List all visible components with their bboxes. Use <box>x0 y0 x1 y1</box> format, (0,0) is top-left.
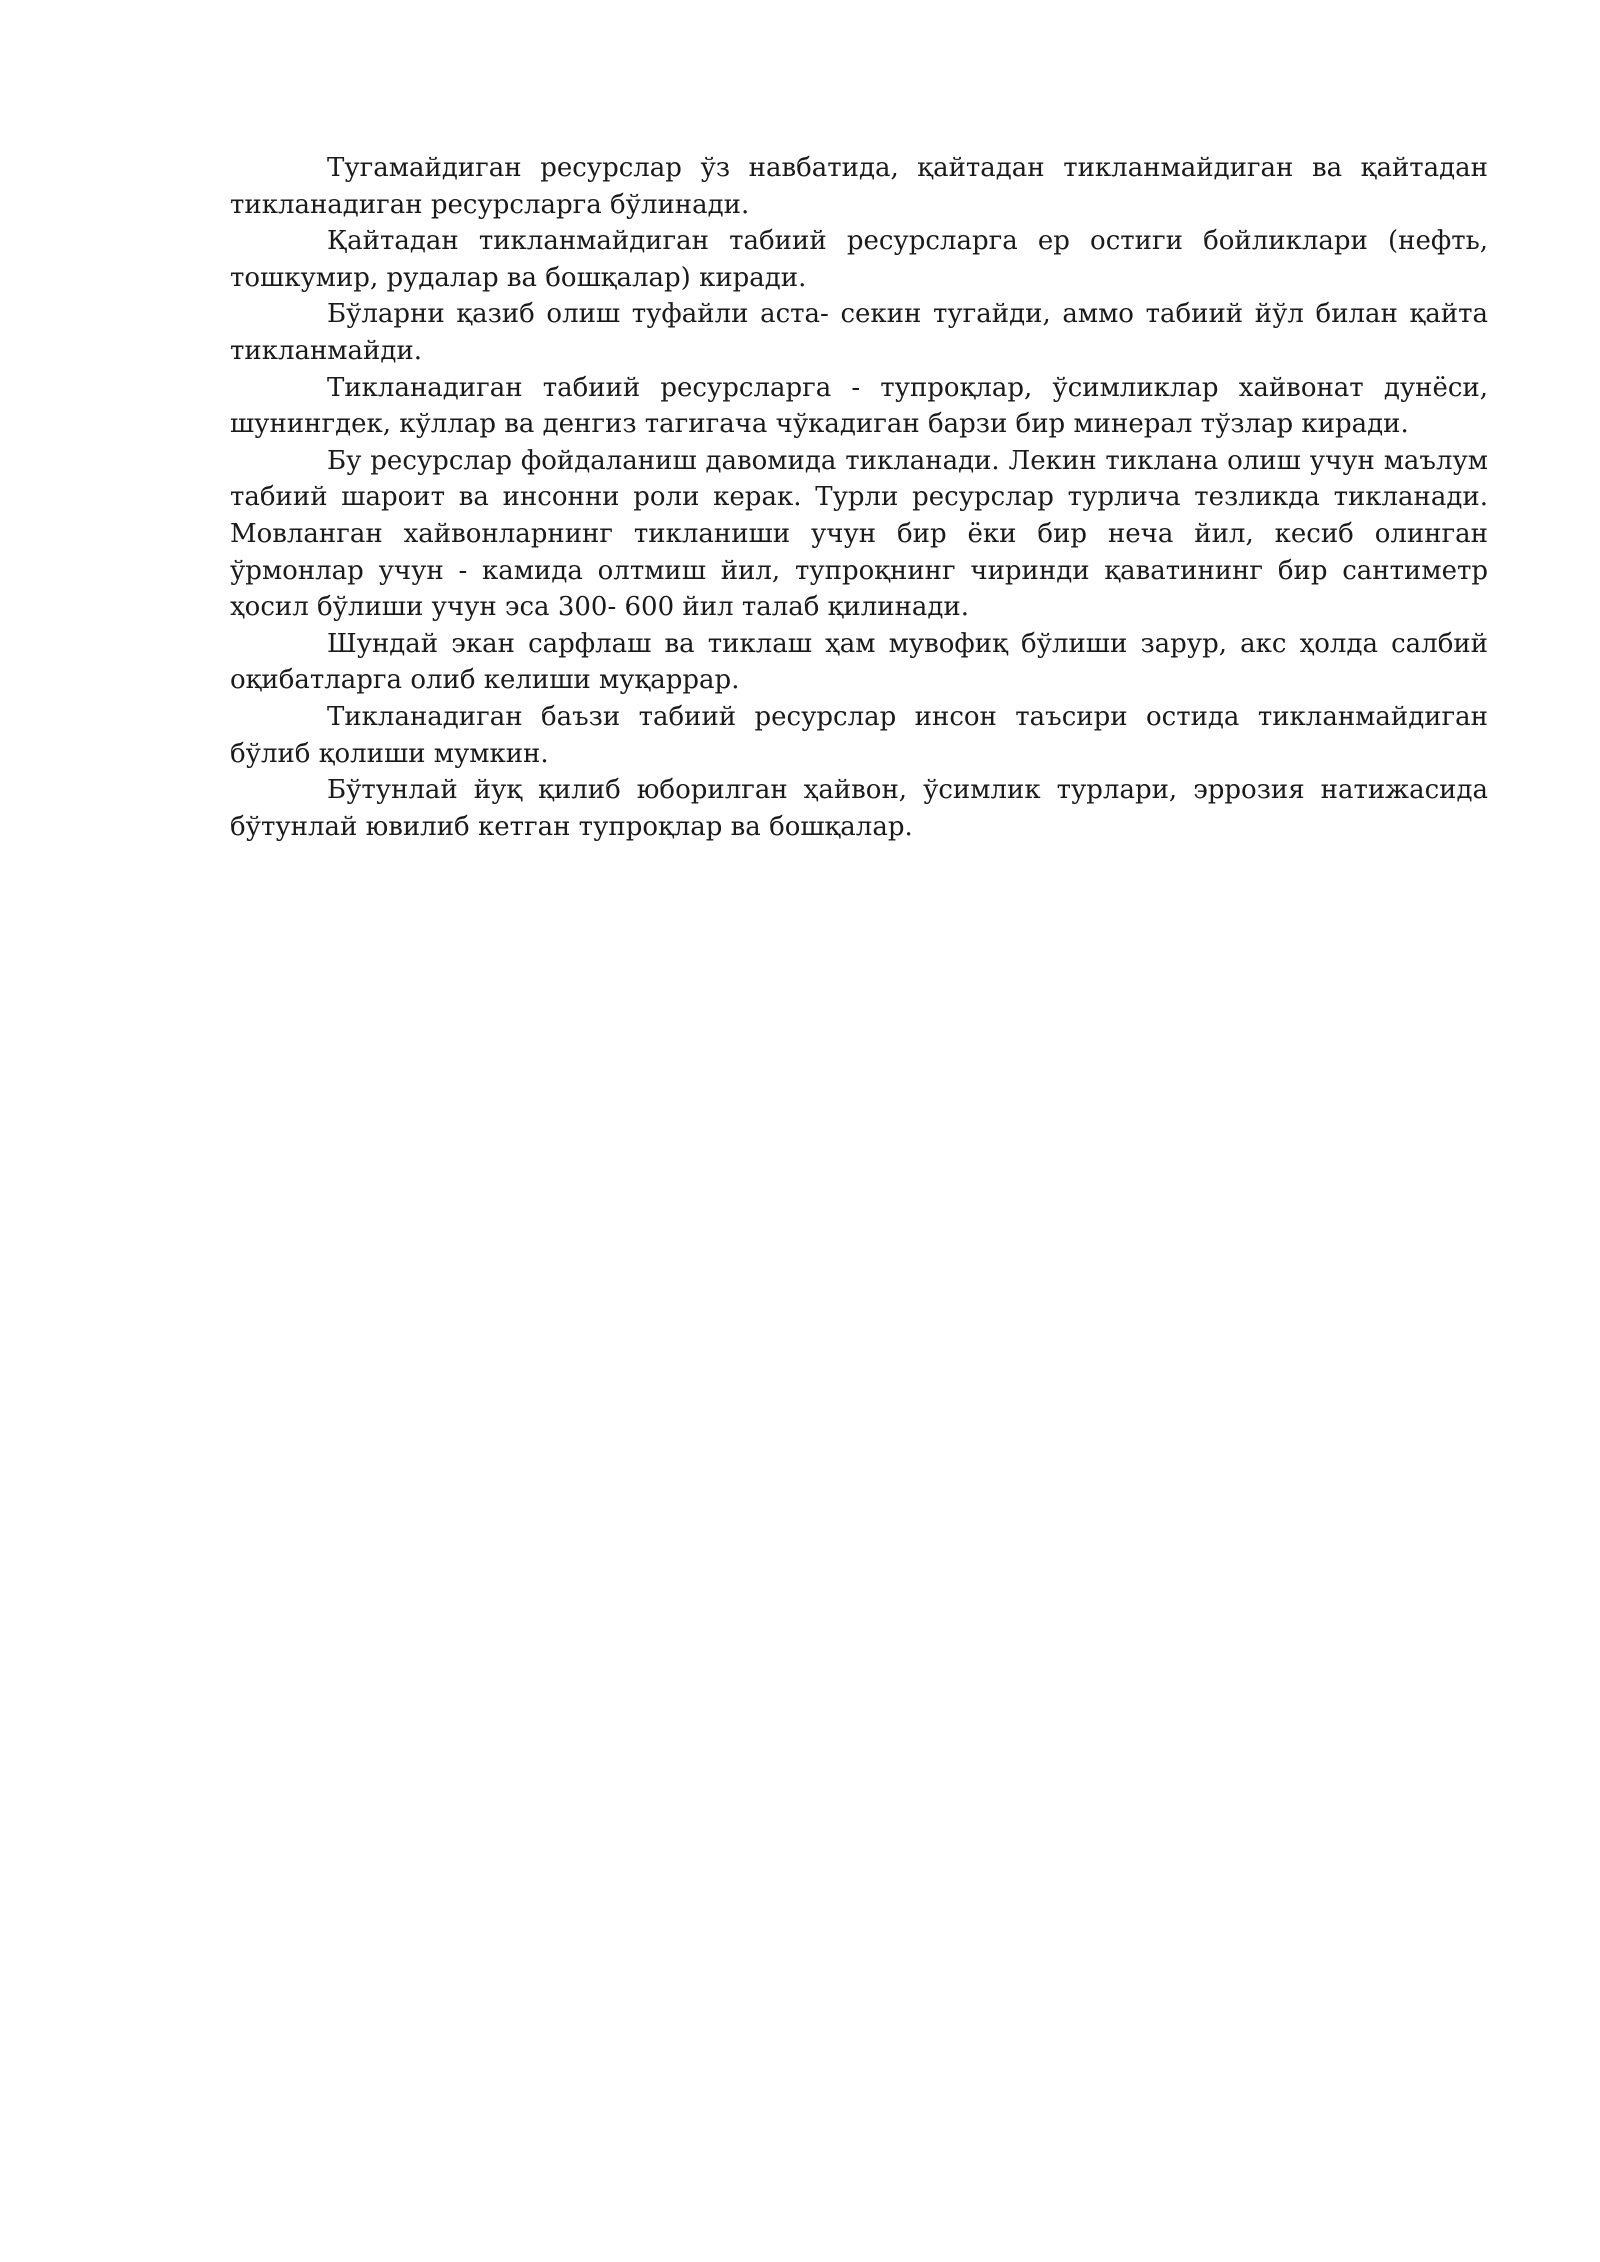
paragraph: Қайтадан тикланмайдиган табиий ресурсларга ер остиги бойликлари (нефть, тошкумир, рудалар ва бошқалар) киради. <box>230 226 1488 293</box>
paragraph: Тугамайдиган ресурслар ўз навбатида, қайтадан тикланмайдиган ва қайтадан тикланадиган ресурсларга бўлинади. <box>230 153 1488 220</box>
paragraph: Тикланадиган табиий ресурсларга - тупроқлар, ўсимликлар хайвонат дунёси, шунингдек, кўллар ва денгиз тагигача чўкадиган барзи бир минерал тўзлар киради. <box>230 372 1488 440</box>
paragraph: Шундай экан сарфлаш ва тиклаш ҳам мувофиқ бўлиши зарур, акс ҳолда салбий оқибатларга олиб келиши муқаррар. <box>230 628 1488 696</box>
paragraph: Бўларни қазиб олиш туфайли аста- секин тугайди, аммо табиий йўл билан қайта тикланмайди. <box>230 299 1488 366</box>
paragraph: Бўтунлай йуқ қилиб юборилган ҳайвон, ўсимлик турлари, эррозия натижасида бўтунлай ювилиб кетган тупроқлар ва бошқалар. <box>230 775 1488 842</box>
paragraph: Бу ресурслар фойдаланиш давомида тикланади. Лекин тиклана олиш учун маълум табиий шароит ва инсонни роли керак. Турли ресурслар турлича тезликда тикланади. Мовланган хайвонларнинг тикланиши учун бир ёки бир неча йил, кесиб олинган ўрмонлар учун - камида олтмиш йил, тупроқнинг чиринди қаватининг бир сантиметр ҳосил бўлиши учун эса 300- 600 йил талаб қилинади. <box>230 445 1488 623</box>
document-body <box>230 150 1488 845</box>
paragraph: Тикланадиган баъзи табиий ресурслар инсон таъсири остида тикланмайдиган бўлиб қолиши мумкин. <box>230 701 1488 769</box>
